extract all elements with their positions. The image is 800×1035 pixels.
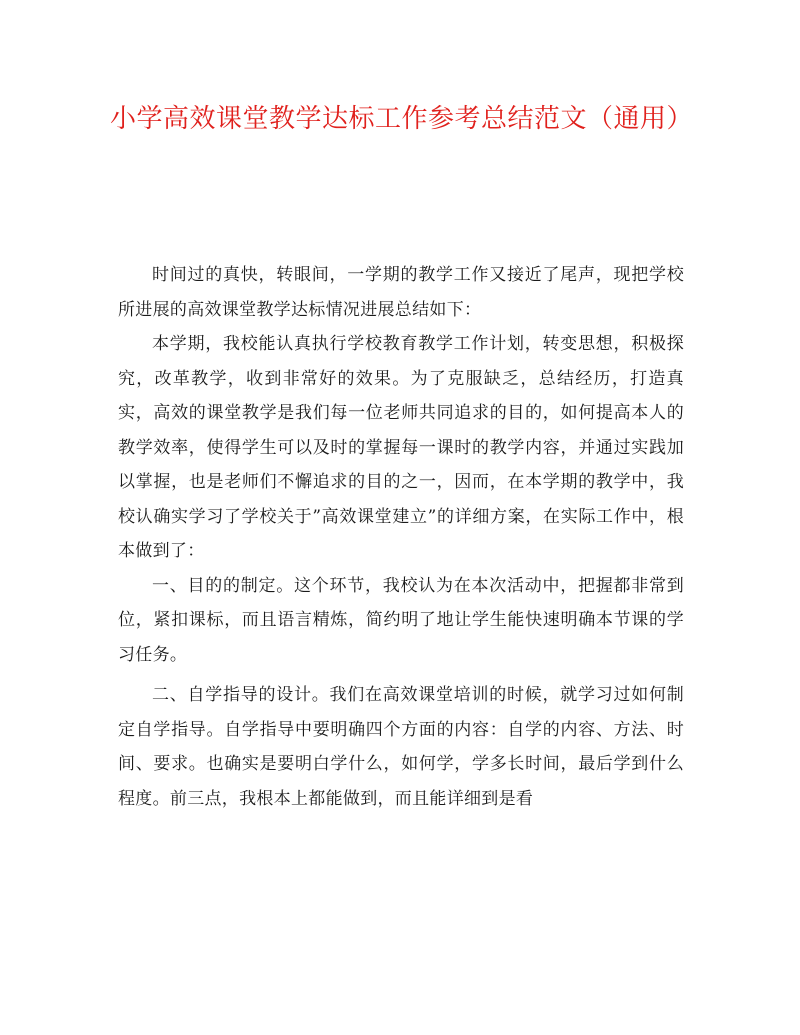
- paragraph-semester: 本学期，我校能认真执行学校教育教学工作计划，转变思想，积极探究，改革教学，收到非常好的效果。为了克服缺乏，总结经历，打造真实，高效的课堂教学是我们每一位老师共同追求的目的，如何提高本人的教学效率，使得学生可以及时的掌握每一课时的教学内容，并通过实践加以掌握，也是老师们不懈追求的目的之一，因而，在本学期的教学中，我校认确实学习了学校关于”高效课堂建立”的详细方案，在实际工作中，根本做到了：: [118, 334, 684, 561]
- document-body: [118, 258, 684, 816]
- paragraph-intro: 时间过的真快，转眼间，一学期的教学工作又接近了尾声，现把学校所进展的高效课堂教学达标情况进展总结如下：: [118, 265, 684, 320]
- paragraph-goal-setting: 一、目的的制定。这个环节，我校认为在本次活动中，把握都非常到位，紧扣课标，而且语言精炼，简约明了地让学生能快速明确本节课的学习任务。: [118, 575, 684, 665]
- paragraph-self-study-guide: 二、自学指导的设计。我们在高效课堂培训的时候，就学习过如何制定自学指导。自学指导中要明确四个方面的内容：自学的内容、方法、时间、要求。也确实是要明白学什么，如何学，学多长时间，最后学到什么程度。前三点，我根本上都能做到，而且能详细到是看: [118, 685, 684, 809]
- document-title: 小学高效课堂教学达标工作参考总结范文（通用）: [110, 104, 694, 134]
